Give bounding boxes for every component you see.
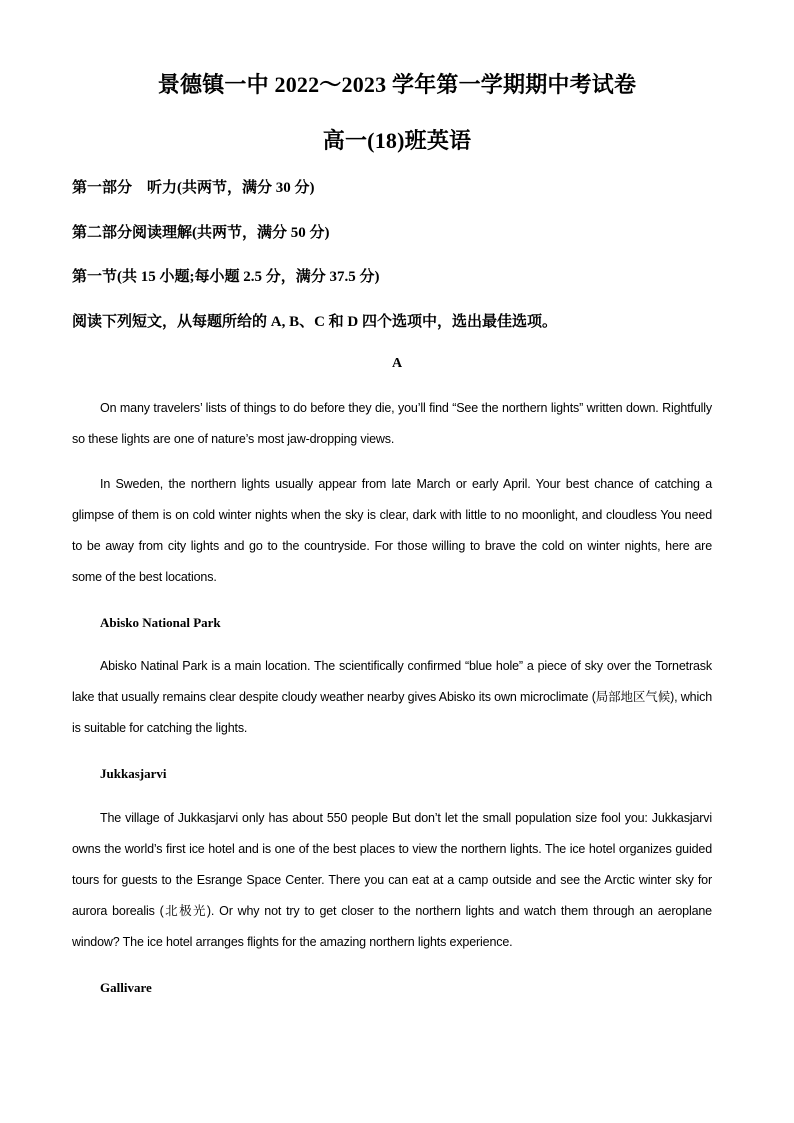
heading-abisko: Abisko National Park — [100, 615, 221, 630]
paragraph-intro: On many travelers’ lists of things to do before they die, you’ll find “See the northern lights” written down. Rightfully so these lights are one of nature’s most jaw-dropping views. — [72, 401, 712, 446]
paragraph-jukkasjarvi: The village of Jukkasjarvi only has about 550 people But don’t let the small population size fool you: Jukkasjarvi owns the world’s first ice hotel and is one of the best places to view the northern lights. The ice hotel organizes guided tours for guests to the Esrange Space Center. There you can eat at a camp outside and see the Arctic winter sky for aurora borealis (北极光). Or why not try to get closer to the northern lights and watch them through an aeroplane window? The ice hotel arranges flights for the amazing northern lights experience. — [72, 811, 712, 949]
exam-subtitle: 高一(18)班英语 — [322, 128, 472, 153]
part-two-heading: 第二部分阅读理解(共两节，满分 50 分) — [72, 225, 330, 241]
passage-letter: A — [391, 356, 403, 371]
paragraph-sweden: In Sweden, the northern lights usually appear from late March or early April. Your best chance of catching a glimpse of them is on cold winter nights when the sky is clear, dark with little to no moonlight, and cloudless You need to be away from city lights and go to the countryside. For those willing to brave the cold on winter nights, here are some of the best locations. — [72, 477, 712, 584]
part-one-heading: 第一部分 听力(共两节，满分 30 分) — [72, 180, 315, 196]
instructions-text: 阅读下列短文，从每题所给的 A, B、C 和 D 四个选项中，选出最佳选项。 — [72, 314, 558, 330]
paragraph-abisko: Abisko Natinal Park is a main location. The scientifically confirmed “blue hole” a piece of sky over the Tornetrask lake that usually remains clear despite cloudy weather nearby gives Abisko its own microclimate (局部地区气候), which is suitable for catching the lights. — [72, 659, 712, 735]
exam-title: 景德镇一中 2022～2023 学年第一学期期中考试卷 — [157, 72, 637, 97]
section-one-heading: 第一节(共 15 小题;每小题 2.5 分，满分 37.5 分) — [72, 269, 380, 285]
heading-gallivare: Gallivare — [100, 980, 152, 995]
heading-jukkasjarvi: Jukkasjarvi — [100, 766, 167, 781]
